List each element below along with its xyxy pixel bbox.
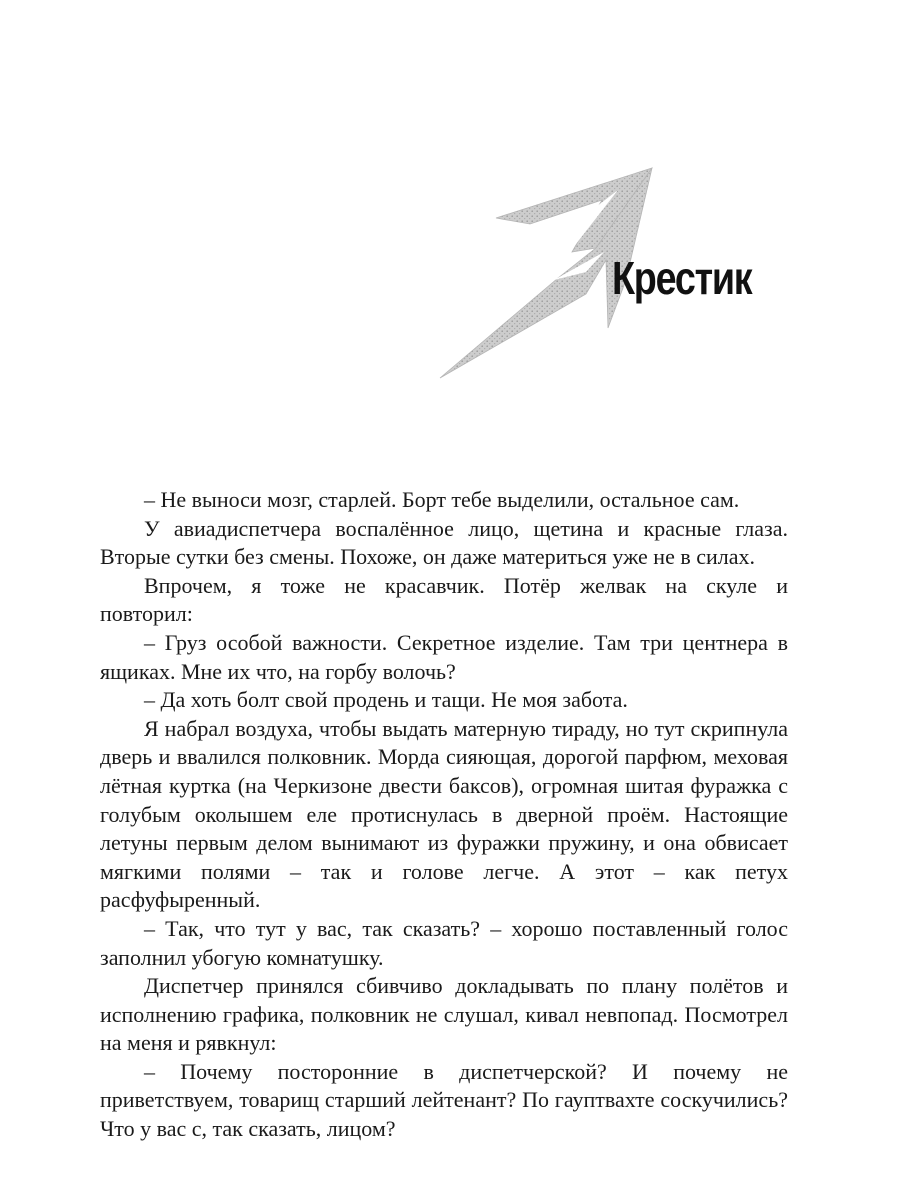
paragraph: Я набрал воздуха, чтобы выдать матерную тираду, но тут скрипнула дверь и ввалился полковник. Морда сияющая, дорогой парфюм, меховая лётная куртка (на Черкизоне двести баксов), огромная шитая фуражка с голубым околышем еле протиснулась в дверной проём. Настоящие летуны первым делом вынимают из фуражки пружину, и она обвисает мягкими полями – так и голове легче. А этот – как петух расфуфыренный. <box>100 715 788 913</box>
paragraph: Впрочем, я тоже не красавчик. Потёр желвак на скуле и повторил: <box>100 572 788 627</box>
paragraph: – Так, что тут у вас, так сказать? – хорошо поставленный голос заполнил убогую комнатушку. <box>100 915 788 970</box>
chapter-body <box>100 486 788 1144</box>
paragraph: – Не выноси мозг, старлей. Борт тебе выделили, остальное сам. <box>144 487 740 512</box>
paragraph: Диспетчер принялся сбивчиво докладывать по плану полётов и исполнению графика, полковник не слушал, кивал невпопад. Посмотрел на меня и рявкнул: <box>100 973 788 1056</box>
paragraph: – Груз особой важности. Секретное изделие. Там три центнера в ящиках. Мне их что, на горбу волочь? <box>100 629 788 684</box>
paragraph: У авиадиспетчера воспалённое лицо, щетина и красные глаза. Вторые сутки без смены. Похоже, он даже материться уже не в силах. <box>100 515 788 570</box>
paragraph: – Да хоть болт свой продень и тащи. Не моя забота. <box>144 687 628 713</box>
chapter-title: Крестик <box>612 252 752 304</box>
paragraph: – Почему посторонние в диспетчерской? И почему не приветствуем, товарищ старший лейтенант? По гауптвахте соскучились? Что у вас с, так сказать, лицом? <box>100 1058 788 1142</box>
